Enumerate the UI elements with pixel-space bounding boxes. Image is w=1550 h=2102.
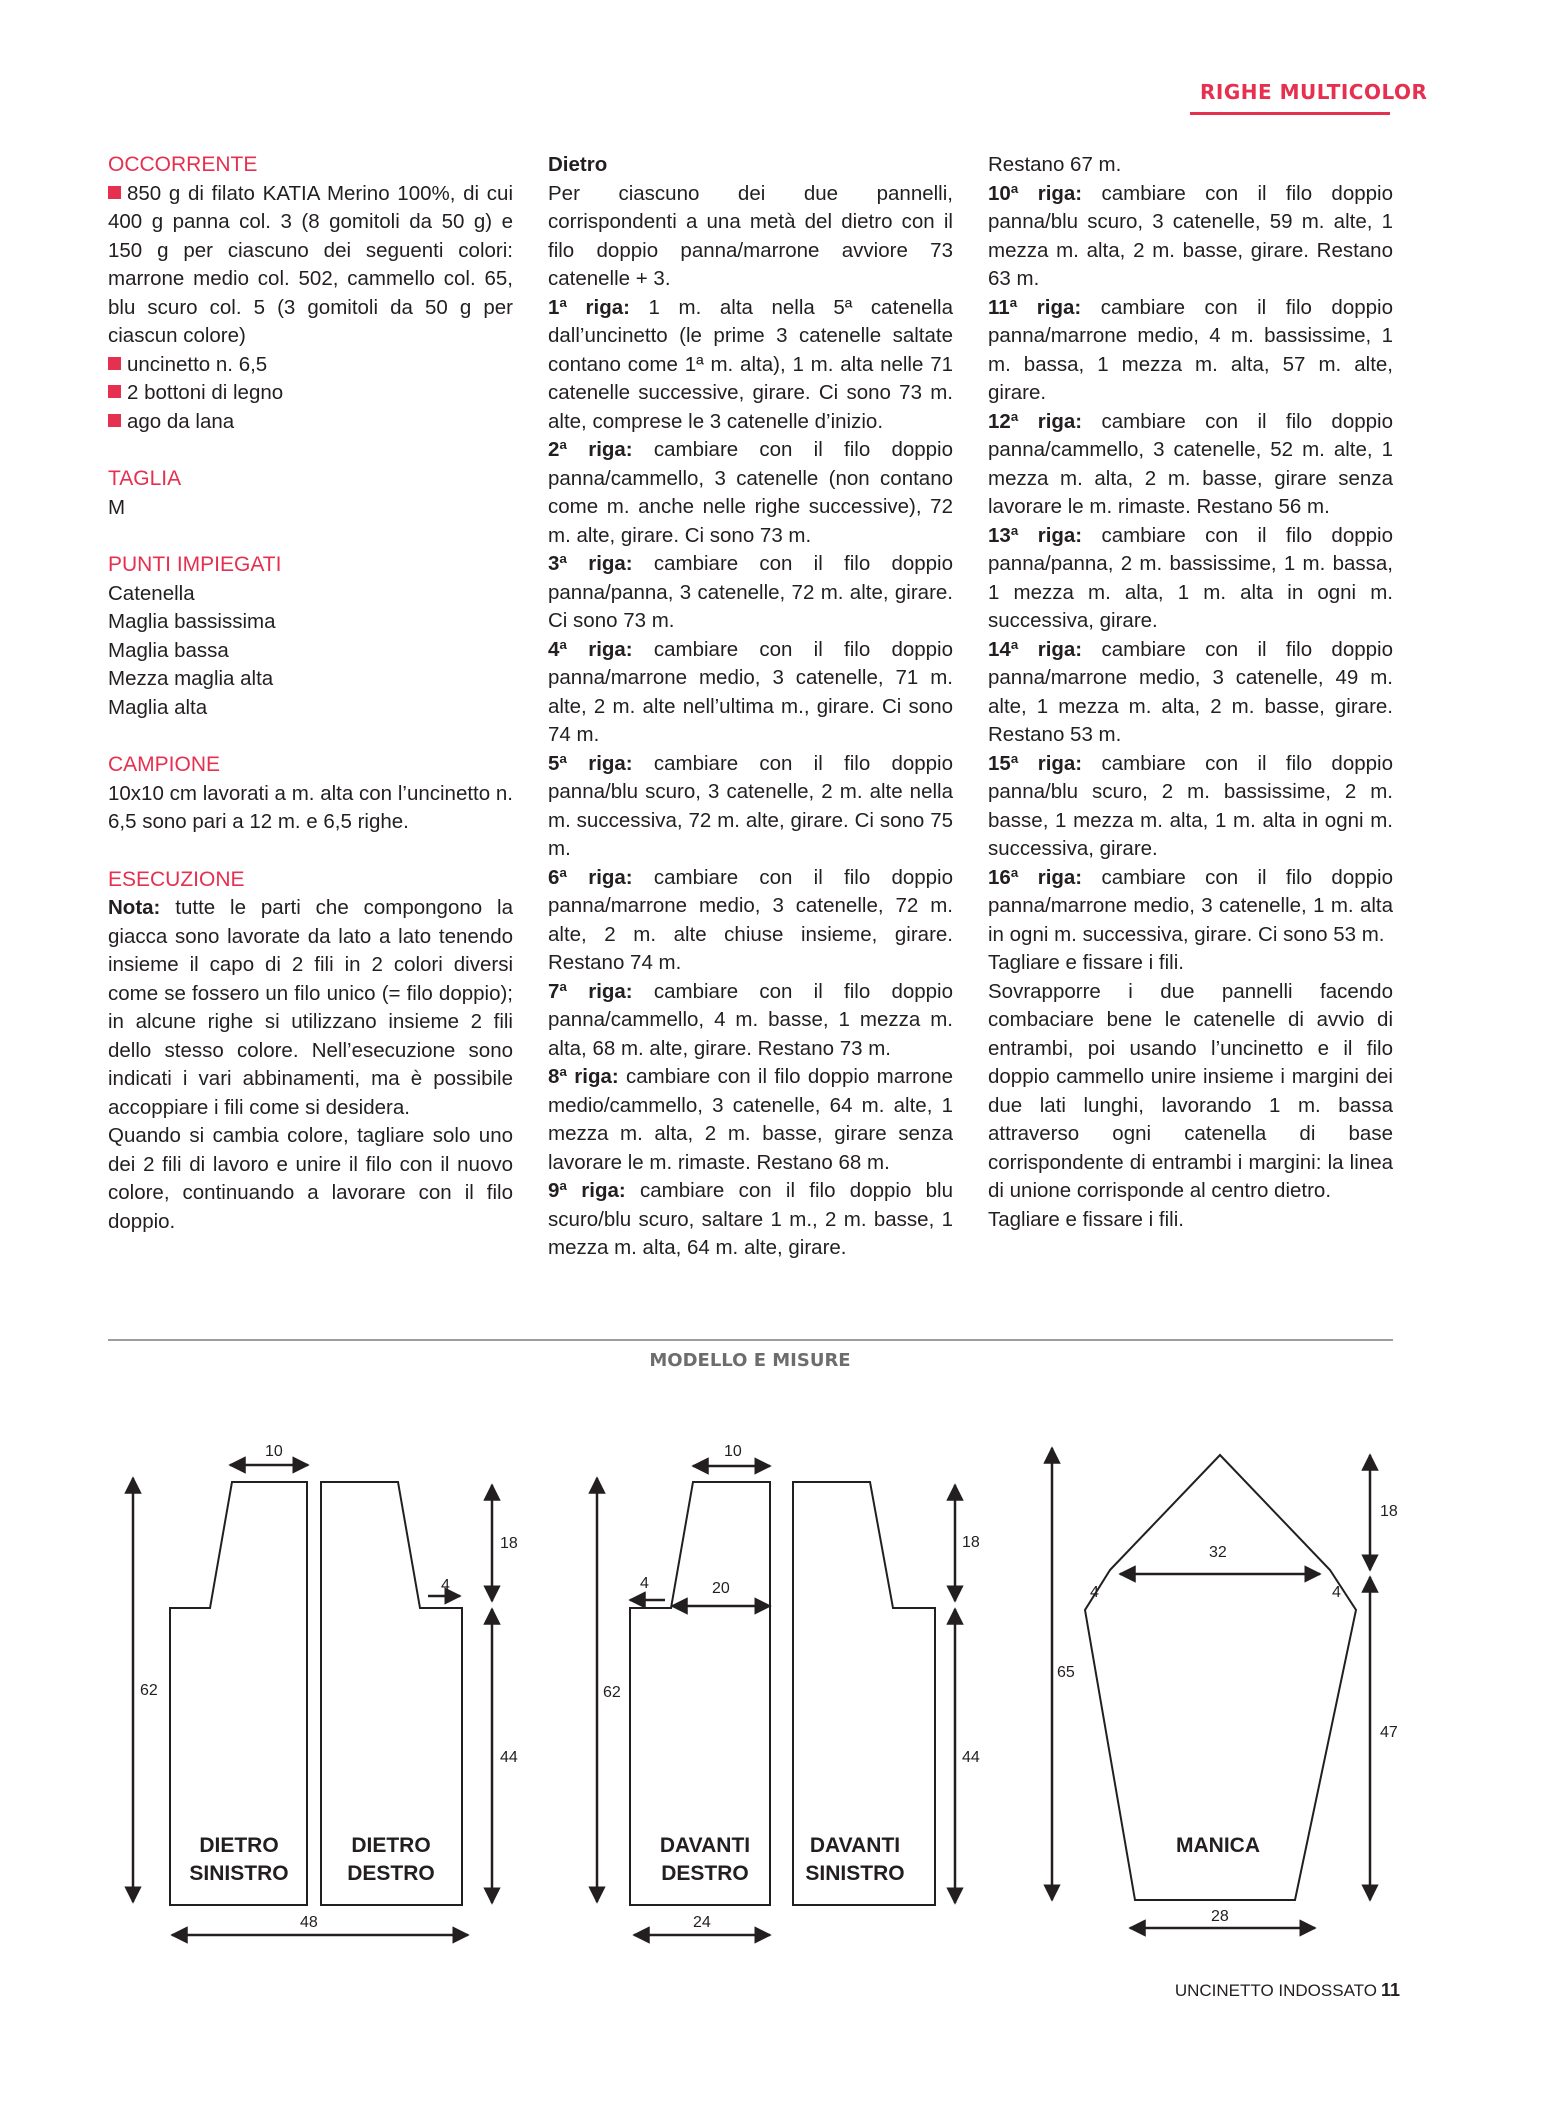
dim-label: 18: [962, 1534, 980, 1551]
row-instruction: 11ª riga: cambiare con il filo doppio panna/marrone medio, 4 m. bassissime, 1 m. bassa, 1 mezza m. alta, 57 m. alte, girare.: [988, 295, 1393, 404]
material-item: 2 bottoni di legno: [108, 379, 513, 408]
stitch-item: Maglia bassa: [108, 638, 229, 662]
row-instruction: 7ª riga: cambiare con il filo doppio panna/cammello, 4 m. basse, 1 mezza m. alta, 68 m. alte, girare. Restano 73 m.: [548, 979, 954, 1060]
row-instruction: 16ª riga: cambiare con il filo doppio panna/marrone medio, 3 catenelle, 1 m. alta in ogni m. successiva, girare. Ci sono 53 m.: [988, 865, 1393, 946]
figure-divider: [108, 1339, 1393, 1341]
figure-title: MODELLO E MISURE: [649, 1350, 851, 1371]
material-item: uncinetto n. 6,5: [108, 351, 513, 380]
piece-label: SINISTRO: [189, 1862, 289, 1885]
dim-label: 10: [265, 1443, 283, 1460]
section-tag-underline: [1190, 112, 1390, 115]
dim-label: 32: [1209, 1544, 1227, 1561]
sovrapporre-text: Sovrapporre i due pannelli facendo combaciare bene le catenelle di avvio di entrambi, poi usando l’uncinetto e il filo doppio cammello unire insieme i margini dei due lati lunghi, lavorando 1 m. bassa attraverso ogni catenella di base corrispondente di entrambi i margini: la linea di unione corrisponde al centro dietro.: [988, 979, 1393, 1202]
page-number: 11: [1380, 1980, 1400, 2000]
row-instruction: 4ª riga: cambiare con il filo doppio panna/marrone medio, 3 catenelle, 71 m. alte, 2 m. alte nell’ultima m., girare. Ci sono 74 m.: [548, 637, 954, 746]
dim-label: 10: [724, 1443, 742, 1460]
row-instruction: 5ª riga: cambiare con il filo doppio panna/blu scuro, 3 catenelle, 2 m. alte nella m. successiva, 72 m. alte, girare. Ci sono 75 m.: [548, 751, 954, 860]
stitch-item: Maglia bassissima: [108, 610, 276, 633]
column-dietro-continued: [988, 151, 1393, 1234]
dim-label: 65: [1057, 1664, 1075, 1681]
piece-label: DAVANTI: [809, 1834, 901, 1857]
dim-label: 44: [962, 1749, 980, 1766]
dim-label: 28: [1211, 1908, 1229, 1925]
dietro-heading: Dietro: [548, 153, 608, 176]
piece-label: DESTRO: [661, 1862, 749, 1885]
row-instruction: 8ª riga: cambiare con il filo doppio marrone medio/cammello, 3 catenelle, 64 m. alte, 1 mezza m. alta, 2 m. basse, girare senza lavorare le m. rimaste. Restano 68 m.: [548, 1065, 953, 1174]
row-instruction: 9ª riga: cambiare con il filo doppio blu scuro/blu scuro, saltare 1 m., 2 m. basse, 1 mezza m. alta, 64 m. alte, girare.: [548, 1179, 953, 1259]
dim-label: 4: [1090, 1584, 1099, 1601]
section-tag: RIGHE MULTICOLOR: [1200, 80, 1428, 104]
page-footer: [1100, 1980, 1400, 2001]
row-instruction: 6ª riga: cambiare con il filo doppio panna/marrone medio, 3 catenelle, 72 m. alte, 2 m. alte chiuse insieme, girare. Restano 74 m.: [548, 865, 954, 974]
dim-label: 62: [140, 1682, 158, 1699]
material-item: ago da lana: [108, 408, 513, 437]
nota-paragraph-2: Quando si cambia colore, tagliare solo uno dei 2 fili di lavoro e unire il filo con il nuovo colore, continuando a lavorare con il filo doppio.: [108, 1124, 513, 1233]
bullet-icon: [108, 414, 121, 427]
taglia-heading: TAGLIA: [108, 467, 182, 490]
dim-label: 4: [1332, 1584, 1341, 1601]
restano-text: Restano 67 m.: [988, 153, 1122, 176]
row-instruction: 1ª riga: 1 m. alta nella 5ª catenella dall’uncinetto (le prime 3 catenelle saltate contano come 1ª m. alta), 1 m. alta nelle 71 catenelle successive, girare. Ci sono 73 m. alte, comprese le 3 catenelle d’inizio.: [548, 295, 953, 433]
piece-label: SINISTRO: [805, 1862, 905, 1885]
dim-label: 48: [300, 1914, 318, 1931]
bullet-icon: [108, 186, 121, 199]
piece-label: DAVANTI: [659, 1834, 751, 1857]
dim-label: 18: [500, 1535, 518, 1552]
dim-label: 4: [441, 1577, 450, 1594]
stitch-item: Mezza maglia alta: [108, 667, 274, 690]
material-item: 850 g di filato KATIA Merino 100%, di cui 400 g panna col. 3 (8 gomitoli da 50 g) e 150 g per ciascuno dei seguenti colori: marrone medio col. 502, cammello col. 65, blu scuro col. 5 (3 gomitoli da 50 g per ciascun colore): [108, 181, 513, 347]
taglia-value: M: [108, 495, 126, 519]
dim-label: 24: [693, 1914, 711, 1931]
occorrente-heading: OCCORRENTE: [108, 153, 258, 176]
dim-label: 62: [603, 1684, 621, 1701]
stitch-item: Maglia alta: [108, 695, 208, 719]
campione-heading: CAMPIONE: [108, 753, 221, 776]
piece-label: DESTRO: [347, 1862, 435, 1885]
stitch-item: Catenella: [108, 581, 195, 605]
row-instruction: 12ª riga: cambiare con il filo doppio panna/cammello, 3 catenelle, 52 m. alte, 1 mezza m. alta, 2 m. basse, girare senza lavorare le m. rimaste. Restano 56 m.: [988, 409, 1393, 518]
column-dietro: [548, 151, 953, 1263]
esecuzione-heading: ESECUZIONE: [108, 867, 245, 891]
row-instruction: 13ª riga: cambiare con il filo doppio panna/panna, 2 m. bassissime, 1 m. bassa, 1 mezza m. alta, 1 m. alta in ogni m. successiva, girare.: [988, 523, 1393, 632]
row-instruction: 14ª riga: cambiare con il filo doppio panna/marrone medio, 3 catenelle, 49 m. alte, 1 mezza m. alta, 2 m. basse, girare. Restano 53 m.: [988, 637, 1393, 746]
dim-label: 44: [500, 1749, 518, 1766]
dim-label: 18: [1380, 1503, 1398, 1520]
nota-paragraph: Nota: tutte le parti che compongono la giacca sono lavorate da lato a lato tenendo insieme il capo di 2 fili in 2 colori diversi come se fossero un filo unico (= filo doppio); in alcune righe si utilizzano insieme 2 fili dello stesso colore. Nell’esecuzione sono indicati i vari abbinamenti, ma è possibile accoppiare i fili come si desidera.: [108, 896, 513, 1119]
row-instruction: 15ª riga: cambiare con il filo doppio panna/blu scuro, 2 m. bassissime, 2 m. basse, 1 mezza m. alta, 1 m. alta in ogni m. successiva, girare.: [988, 751, 1393, 860]
tagliare-text-2: Tagliare e fissare i fili.: [988, 1207, 1184, 1231]
row-instruction: 10ª riga: cambiare con il filo doppio panna/blu scuro, 3 catenelle, 59 m. alte, 1 mezza m. alta, 2 m. basse, girare. Restano 63 m.: [988, 181, 1393, 290]
campione-text: 10x10 cm lavorati a m. alta con l’uncinetto n. 6,5 sono pari a 12 m. e 6,5 righe.: [108, 781, 513, 833]
column-materials: [108, 151, 513, 1236]
bullet-icon: [108, 385, 121, 398]
dim-label: 47: [1380, 1724, 1398, 1741]
tagliare-text: Tagliare e fissare i fili.: [988, 951, 1184, 974]
piece-label: DIETRO: [351, 1834, 431, 1857]
dietro-intro: Per ciascuno dei due pannelli, corrispondenti a una metà del dietro con il filo doppio panna/marrone avviore 73 catenelle + 3.: [548, 181, 953, 290]
row-instruction: 3ª riga: cambiare con il filo doppio panna/panna, 3 catenelle, 72 m. alte, girare. Ci sono 73 m.: [548, 552, 954, 632]
dim-label: 4: [640, 1575, 649, 1592]
piece-label: MANICA: [1176, 1834, 1260, 1857]
row-instruction: 2ª riga: cambiare con il filo doppio panna/cammello, 3 catenelle (non contano come m. anche nelle righe successive), 72 m. alte, girare. Ci sono 73 m.: [548, 438, 954, 547]
piece-label: DIETRO: [199, 1834, 279, 1857]
dim-label: 20: [712, 1580, 730, 1597]
punti-heading: PUNTI IMPIEGATI: [108, 553, 282, 576]
schematic-figure: [0, 1400, 1550, 1960]
bullet-icon: [108, 357, 121, 370]
magazine-name: UNCINETTO INDOSSATO: [1174, 1981, 1377, 2000]
